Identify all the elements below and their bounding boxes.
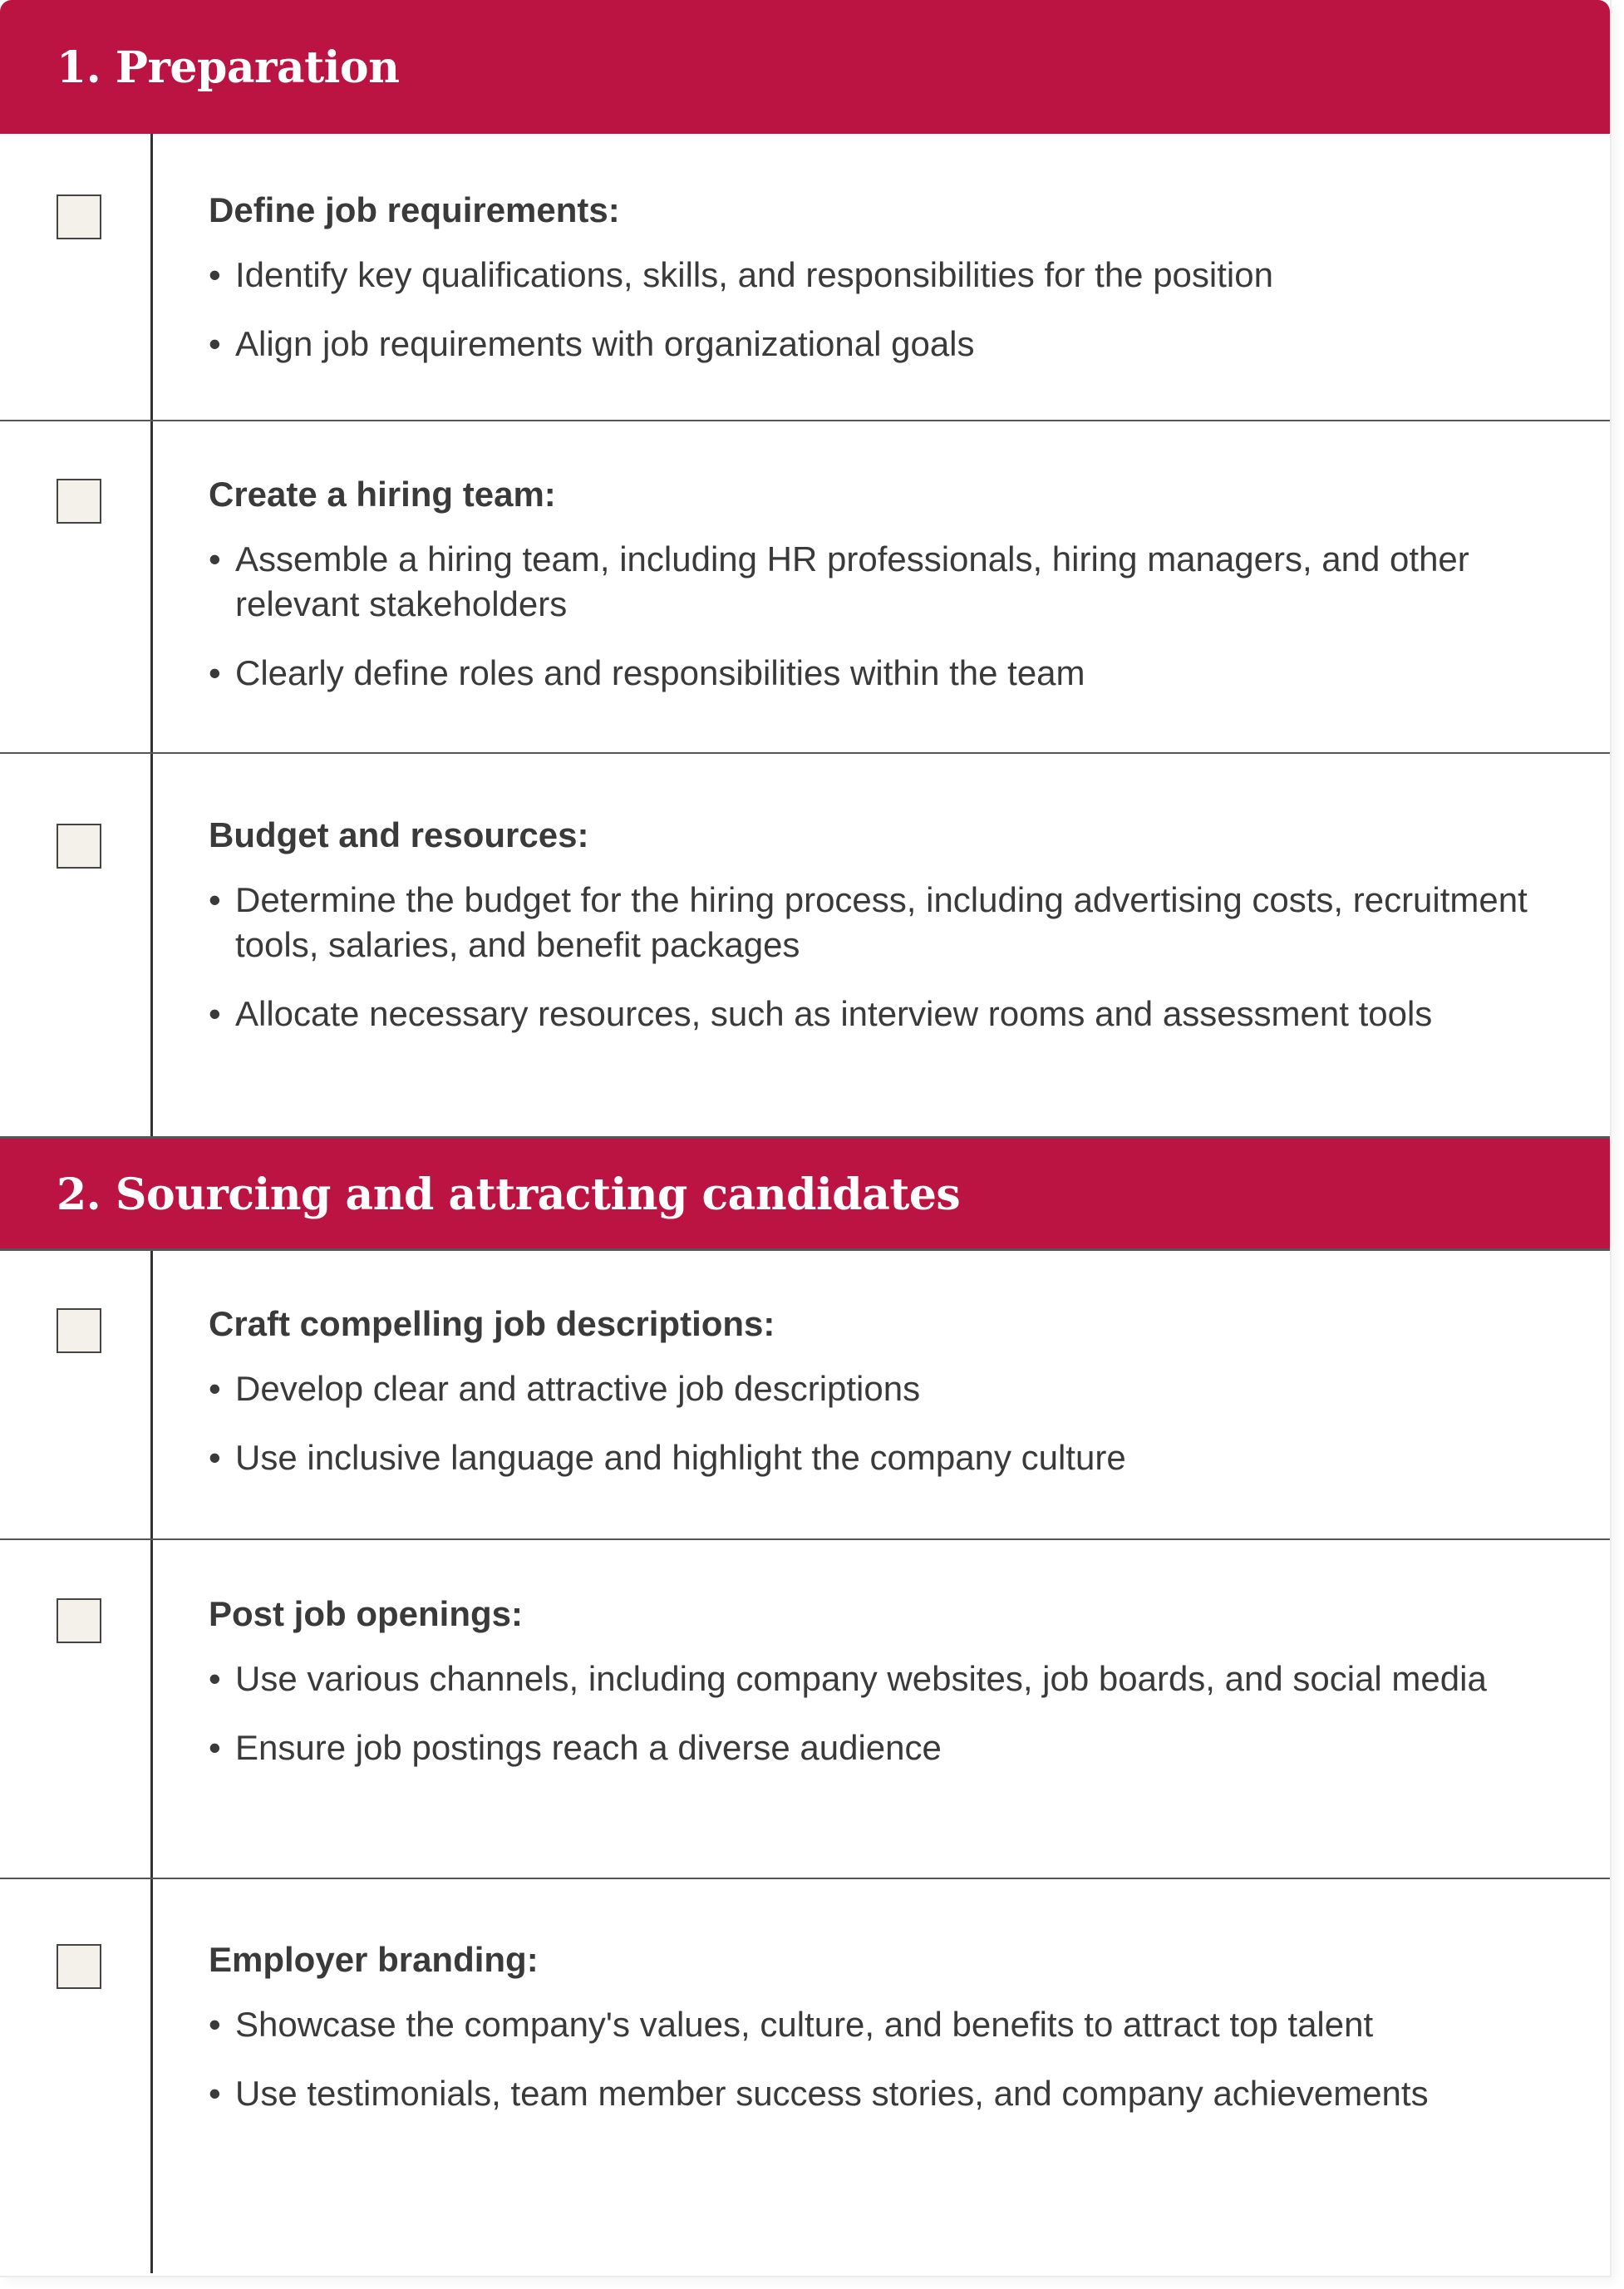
checklist-row [0, 1540, 1610, 1879]
checkbox[interactable] [57, 1598, 101, 1643]
bullet-item: • Clearly define roles and responsibilities within the team [209, 651, 1560, 696]
section-header-sourcing [0, 1136, 1610, 1251]
checkbox[interactable] [57, 479, 101, 524]
checklist-row [0, 1879, 1610, 2273]
row-content [209, 1593, 1560, 1794]
item-title: Employer branding: [209, 1940, 539, 1979]
section-header-preparation [0, 0, 1610, 134]
bullet-item: • Showcase the company's values, culture, and benefits to attract top talent [209, 2002, 1560, 2047]
section-title: 2. Sourcing and attracting candidates [57, 1169, 961, 1220]
bullet-list [209, 1656, 1560, 1770]
checklist-row [0, 754, 1610, 1136]
column-divider [150, 421, 153, 752]
checklist-row [0, 1251, 1610, 1540]
bullet-item: • Use inclusive language and highlight the company culture [209, 1435, 1560, 1480]
bullet-item: • Allocate necessary resources, such as interview rooms and assessment tools [209, 992, 1560, 1036]
item-title: Craft compelling job descriptions: [209, 1304, 775, 1343]
item-title: Budget and resources: [209, 815, 589, 854]
item-title: Define job requirements: [209, 190, 620, 229]
bullet-item: • Assemble a hiring team, including HR professionals, hiring managers, and other relevant stakeholders [209, 537, 1560, 627]
bullet-list [209, 253, 1560, 367]
row-content [209, 1303, 1560, 1504]
bullet-item: • Align job requirements with organizational goals [209, 322, 1560, 367]
column-divider [150, 1540, 153, 1878]
checkbox[interactable] [57, 1944, 101, 1989]
bullet-list [209, 537, 1560, 696]
section-title: 1. Preparation [57, 42, 400, 93]
checklist-row [0, 134, 1610, 421]
checkbox[interactable] [57, 194, 101, 239]
column-divider [150, 1251, 153, 1538]
row-content [209, 474, 1560, 720]
item-title: Post job openings: [209, 1594, 523, 1633]
bullet-item: • Ensure job postings reach a diverse audience [209, 1725, 1560, 1770]
checkbox[interactable] [57, 824, 101, 869]
bullet-item: • Identify key qualifications, skills, and responsibilities for the position [209, 253, 1560, 298]
row-content [209, 815, 1560, 1061]
bullet-item: • Use various channels, including company websites, job boards, and social media [209, 1656, 1560, 1701]
row-content [209, 1939, 1560, 2140]
bullet-item: • Develop clear and attractive job descriptions [209, 1366, 1560, 1411]
bullet-list [209, 878, 1560, 1036]
checklist-row [0, 421, 1610, 754]
bullet-list [209, 1366, 1560, 1480]
bullet-item: • Use testimonials, team member success stories, and company achievements [209, 2071, 1560, 2116]
bullet-list [209, 2002, 1560, 2116]
bullet-item: • Determine the budget for the hiring process, including advertising costs, recruitment tools, salaries, and benefit packages [209, 878, 1560, 967]
row-content [209, 190, 1560, 391]
column-divider [150, 134, 153, 420]
column-divider [150, 1879, 153, 2273]
column-divider [150, 754, 153, 1136]
item-title: Create a hiring team: [209, 475, 556, 514]
checkbox[interactable] [57, 1308, 101, 1353]
